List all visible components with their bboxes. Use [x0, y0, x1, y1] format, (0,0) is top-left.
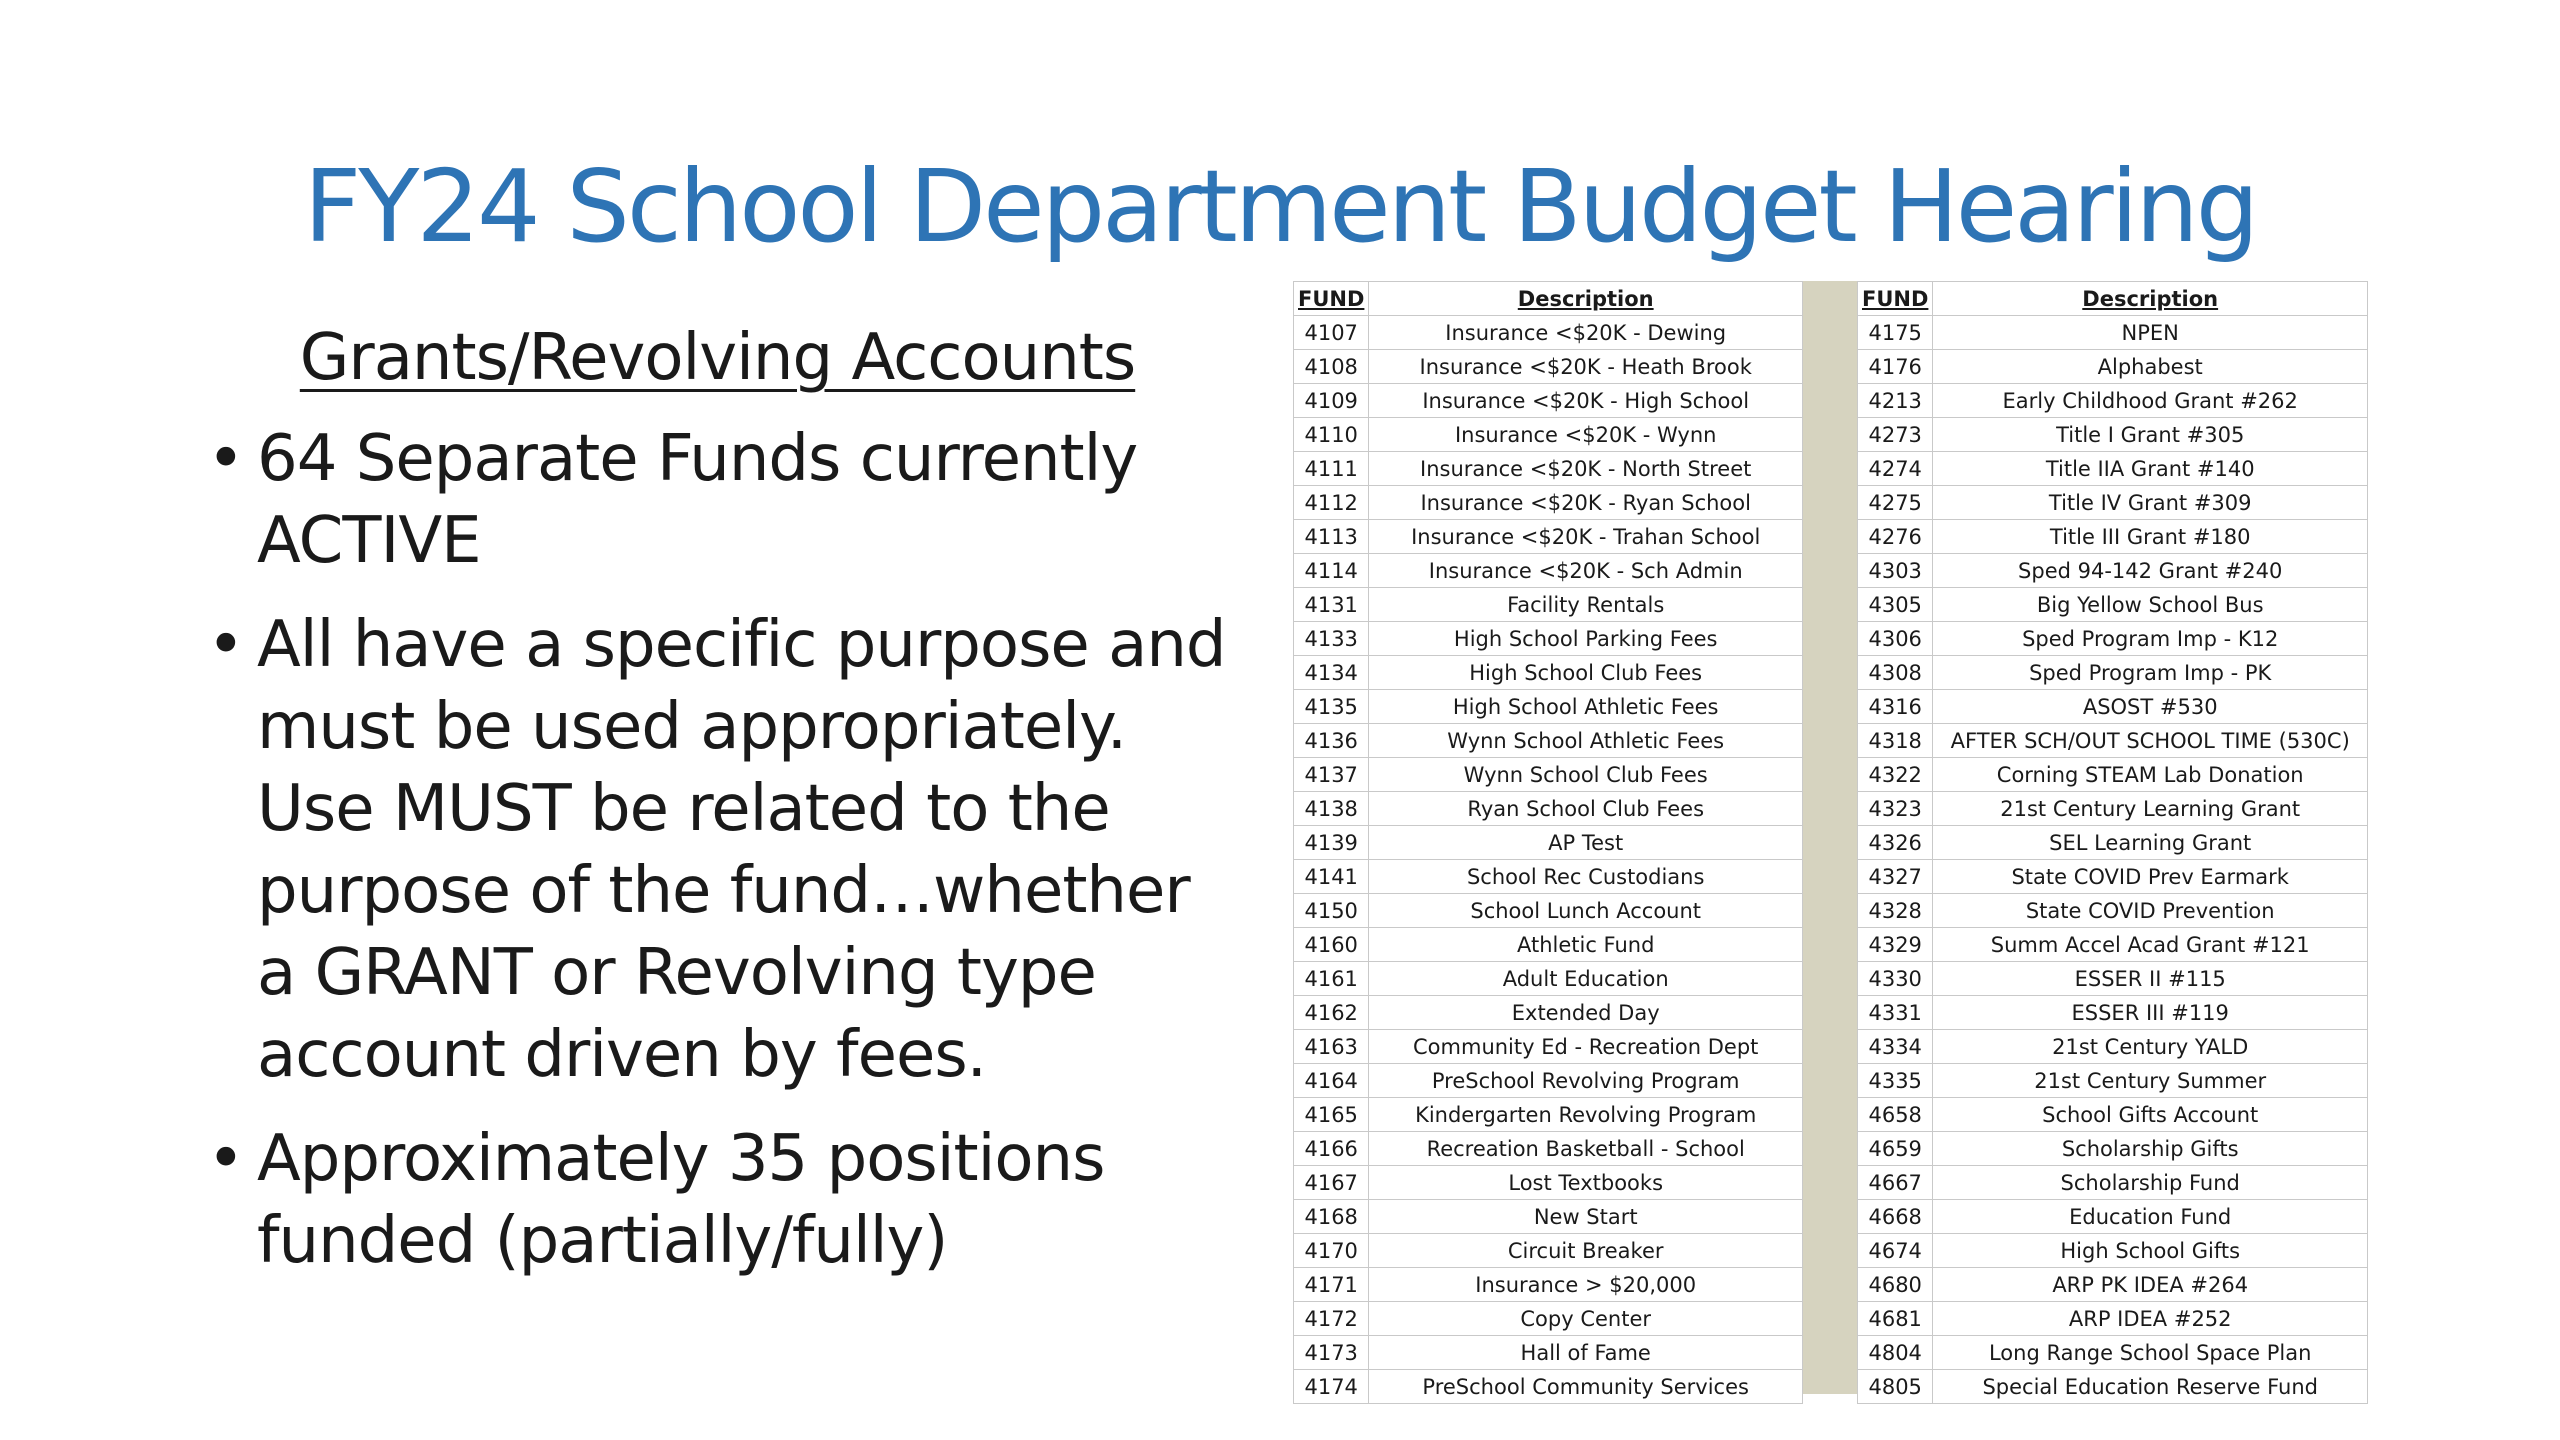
fund-description-cell: Title IIA Grant #140: [1933, 452, 2368, 486]
description-column-header: Description: [1369, 282, 1803, 316]
fund-number-cell: 4137: [1294, 758, 1369, 792]
bullet-dot-icon: •: [207, 422, 244, 496]
fund-number-cell: 4109: [1294, 384, 1369, 418]
fund-description-cell: PreSchool Community Services: [1369, 1370, 1803, 1404]
fund-description-cell: AFTER SCH/OUT SCHOOL TIME (530C): [1933, 724, 2368, 758]
fund-number-cell: 4166: [1294, 1132, 1369, 1166]
table-row: [1858, 826, 2368, 860]
fund-number-cell: 4150: [1294, 894, 1369, 928]
fund-number-cell: 4168: [1294, 1200, 1369, 1234]
fund-number-cell: 4306: [1858, 622, 1933, 656]
table-row: [1858, 1370, 2368, 1404]
fund-description-cell: Insurance <$20K - North Street: [1369, 452, 1803, 486]
table-row: [1858, 1132, 2368, 1166]
fund-description-cell: Sped 94-142 Grant #240: [1933, 554, 2368, 588]
fund-number-cell: 4274: [1858, 452, 1933, 486]
fund-description-cell: ESSER III #119: [1933, 996, 2368, 1030]
fund-number-cell: 4111: [1294, 452, 1369, 486]
fund-description-cell: Insurance <$20K - Heath Brook: [1369, 350, 1803, 384]
fund-description-cell: Ryan School Club Fees: [1369, 792, 1803, 826]
fund-description-cell: Title IV Grant #309: [1933, 486, 2368, 520]
table-row: [1858, 1098, 2368, 1132]
fund-number-cell: 4165: [1294, 1098, 1369, 1132]
table-row: [1294, 554, 1803, 588]
fund-number-cell: 4170: [1294, 1234, 1369, 1268]
fund-description-cell: Insurance <$20K - Trahan School: [1369, 520, 1803, 554]
fund-description-cell: High School Gifts: [1933, 1234, 2368, 1268]
fund-number-cell: 4322: [1858, 758, 1933, 792]
fund-description-cell: Wynn School Club Fees: [1369, 758, 1803, 792]
table-row: [1858, 1166, 2368, 1200]
fund-description-cell: Extended Day: [1369, 996, 1803, 1030]
table-row: [1294, 724, 1803, 758]
fund-number-cell: 4176: [1858, 350, 1933, 384]
table-row: [1294, 1302, 1803, 1336]
bullet-text: 64 Separate Funds currently ACTIVE: [257, 422, 1138, 578]
fund-column-header: FUND: [1294, 282, 1369, 316]
fund-description-cell: Circuit Breaker: [1369, 1234, 1803, 1268]
table-row: [1294, 860, 1803, 894]
fund-number-cell: 4131: [1294, 588, 1369, 622]
table-row: [1858, 588, 2368, 622]
fund-description-cell: School Rec Custodians: [1369, 860, 1803, 894]
fund-description-cell: NPEN: [1933, 316, 2368, 350]
bullet-item: [195, 604, 1240, 1096]
table-row: [1294, 588, 1803, 622]
description-column-header: Description: [1933, 282, 2368, 316]
table-row: [1294, 1370, 1803, 1404]
fund-number-cell: 4681: [1858, 1302, 1933, 1336]
fund-description-cell: Lost Textbooks: [1369, 1166, 1803, 1200]
table-row: [1294, 1098, 1803, 1132]
fund-table-left-body: [1294, 316, 1803, 1404]
fund-description-cell: Athletic Fund: [1369, 928, 1803, 962]
fund-number-cell: 4275: [1858, 486, 1933, 520]
fund-description-cell: Wynn School Athletic Fees: [1369, 724, 1803, 758]
fund-number-cell: 4305: [1858, 588, 1933, 622]
fund-description-cell: Corning STEAM Lab Donation: [1933, 758, 2368, 792]
table-row: [1294, 1336, 1803, 1370]
table-row: [1294, 384, 1803, 418]
fund-number-cell: 4160: [1294, 928, 1369, 962]
table-row: [1858, 758, 2368, 792]
table-row: [1294, 758, 1803, 792]
bullet-text: Approximately 35 positions funded (partially/fully): [257, 1122, 1105, 1278]
fund-description-cell: Early Childhood Grant #262: [1933, 384, 2368, 418]
fund-table-image: [1293, 281, 2368, 1399]
fund-description-cell: Education Fund: [1933, 1200, 2368, 1234]
fund-description-cell: Long Range School Space Plan: [1933, 1336, 2368, 1370]
fund-description-cell: State COVID Prevention: [1933, 894, 2368, 928]
fund-number-cell: 4804: [1858, 1336, 1933, 1370]
table-row: [1858, 1268, 2368, 1302]
fund-description-cell: Alphabest: [1933, 350, 2368, 384]
fund-description-cell: 21st Century YALD: [1933, 1030, 2368, 1064]
table-row: [1858, 554, 2368, 588]
bullet-dot-icon: •: [207, 1122, 244, 1196]
fund-description-cell: AP Test: [1369, 826, 1803, 860]
table-row: [1294, 1200, 1803, 1234]
fund-description-cell: Summ Accel Acad Grant #121: [1933, 928, 2368, 962]
table-row: [1858, 962, 2368, 996]
table-row: [1294, 452, 1803, 486]
fund-description-cell: Insurance <$20K - Dewing: [1369, 316, 1803, 350]
table-row: [1294, 928, 1803, 962]
table-row: [1858, 792, 2368, 826]
table-row: [1294, 486, 1803, 520]
fund-description-cell: 21st Century Summer: [1933, 1064, 2368, 1098]
fund-number-cell: 4171: [1294, 1268, 1369, 1302]
fund-number-cell: 4164: [1294, 1064, 1369, 1098]
table-row: [1858, 350, 2368, 384]
table-row: [1858, 486, 2368, 520]
fund-description-cell: School Lunch Account: [1369, 894, 1803, 928]
fund-number-cell: 4173: [1294, 1336, 1369, 1370]
bullet-text: All have a specific purpose and must be used appropriately. Use MUST be related to the purpose of the fund…whether a GRANT or Revolving type account driven by fees.: [257, 608, 1226, 1092]
fund-description-cell: Insurance <$20K - Wynn: [1369, 418, 1803, 452]
table-row: [1294, 350, 1803, 384]
fund-description-cell: Insurance <$20K - Sch Admin: [1369, 554, 1803, 588]
table-row: [1858, 384, 2368, 418]
table-row: [1294, 690, 1803, 724]
table-header-row: [1858, 282, 2368, 316]
fund-description-cell: Sped Program Imp - PK: [1933, 656, 2368, 690]
table-row: [1858, 1200, 2368, 1234]
bullet-dot-icon: •: [207, 608, 244, 682]
slide-title: FY24 School Department Budget Hearing: [303, 148, 2257, 265]
section-subtitle: Grants/Revolving Accounts: [299, 321, 1136, 395]
fund-number-cell: 4175: [1858, 316, 1933, 350]
table-row: [1858, 860, 2368, 894]
fund-description-cell: Insurance > $20,000: [1369, 1268, 1803, 1302]
table-row: [1294, 316, 1803, 350]
fund-description-cell: Hall of Fame: [1369, 1336, 1803, 1370]
fund-number-cell: 4334: [1858, 1030, 1933, 1064]
fund-number-cell: 4167: [1294, 1166, 1369, 1200]
fund-table-right: [1857, 281, 2368, 1404]
table-row: [1858, 996, 2368, 1030]
fund-description-cell: Special Education Reserve Fund: [1933, 1370, 2368, 1404]
table-row: [1294, 1234, 1803, 1268]
fund-description-cell: ARP IDEA #252: [1933, 1302, 2368, 1336]
table-row: [1294, 894, 1803, 928]
bullet-item: [195, 1118, 1240, 1282]
bullet-list: [195, 418, 1240, 1282]
fund-number-cell: 4163: [1294, 1030, 1369, 1064]
fund-description-cell: Scholarship Gifts: [1933, 1132, 2368, 1166]
table-row: [1858, 418, 2368, 452]
fund-description-cell: High School Club Fees: [1369, 656, 1803, 690]
fund-number-cell: 4172: [1294, 1302, 1369, 1336]
fund-description-cell: ESSER II #115: [1933, 962, 2368, 996]
fund-description-cell: Recreation Basketball - School: [1369, 1132, 1803, 1166]
table-row: [1294, 1166, 1803, 1200]
table-row: [1294, 622, 1803, 656]
fund-description-cell: 21st Century Learning Grant: [1933, 792, 2368, 826]
fund-description-cell: School Gifts Account: [1933, 1098, 2368, 1132]
fund-number-cell: 4323: [1858, 792, 1933, 826]
table-row: [1858, 1336, 2368, 1370]
table-row: [1858, 1302, 2368, 1336]
table-row: [1858, 894, 2368, 928]
fund-number-cell: 4174: [1294, 1370, 1369, 1404]
fund-number-cell: 4331: [1858, 996, 1933, 1030]
fund-description-cell: PreSchool Revolving Program: [1369, 1064, 1803, 1098]
fund-description-cell: SEL Learning Grant: [1933, 826, 2368, 860]
fund-number-cell: 4328: [1858, 894, 1933, 928]
fund-number-cell: 4659: [1858, 1132, 1933, 1166]
fund-number-cell: 4133: [1294, 622, 1369, 656]
fund-description-cell: High School Parking Fees: [1369, 622, 1803, 656]
fund-description-cell: Community Ed - Recreation Dept: [1369, 1030, 1803, 1064]
fund-number-cell: 4134: [1294, 656, 1369, 690]
fund-table-left: [1293, 281, 1803, 1404]
table-row: [1858, 1064, 2368, 1098]
fund-description-cell: Insurance <$20K - High School: [1369, 384, 1803, 418]
table-row: [1294, 1030, 1803, 1064]
fund-number-cell: 4680: [1858, 1268, 1933, 1302]
fund-number-cell: 4316: [1858, 690, 1933, 724]
fund-number-cell: 4667: [1858, 1166, 1933, 1200]
fund-description-cell: ARP PK IDEA #264: [1933, 1268, 2368, 1302]
table-header-row: [1294, 282, 1803, 316]
fund-number-cell: 4330: [1858, 962, 1933, 996]
fund-description-cell: Insurance <$20K - Ryan School: [1369, 486, 1803, 520]
table-row: [1294, 418, 1803, 452]
fund-number-cell: 4135: [1294, 690, 1369, 724]
table-row: [1294, 962, 1803, 996]
fund-description-cell: Big Yellow School Bus: [1933, 588, 2368, 622]
table-divider-band: [1803, 281, 1857, 1394]
fund-number-cell: 4108: [1294, 350, 1369, 384]
fund-number-cell: 4110: [1294, 418, 1369, 452]
fund-description-cell: Title III Grant #180: [1933, 520, 2368, 554]
fund-description-cell: Facility Rentals: [1369, 588, 1803, 622]
table-row: [1294, 1064, 1803, 1098]
fund-number-cell: 4326: [1858, 826, 1933, 860]
fund-description-cell: Kindergarten Revolving Program: [1369, 1098, 1803, 1132]
fund-number-cell: 4107: [1294, 316, 1369, 350]
left-column: [195, 318, 1240, 1304]
fund-number-cell: 4674: [1858, 1234, 1933, 1268]
table-row: [1858, 1234, 2368, 1268]
fund-number-cell: 4276: [1858, 520, 1933, 554]
fund-description-cell: New Start: [1369, 1200, 1803, 1234]
table-row: [1294, 520, 1803, 554]
fund-number-cell: 4329: [1858, 928, 1933, 962]
fund-number-cell: 4112: [1294, 486, 1369, 520]
fund-number-cell: 4308: [1858, 656, 1933, 690]
table-row: [1294, 1132, 1803, 1166]
fund-number-cell: 4805: [1858, 1370, 1933, 1404]
table-row: [1294, 826, 1803, 860]
fund-number-cell: 4138: [1294, 792, 1369, 826]
fund-number-cell: 4136: [1294, 724, 1369, 758]
bullet-item: [195, 418, 1240, 582]
fund-number-cell: 4273: [1858, 418, 1933, 452]
table-row: [1858, 622, 2368, 656]
fund-description-cell: Copy Center: [1369, 1302, 1803, 1336]
table-row: [1294, 792, 1803, 826]
fund-description-cell: Scholarship Fund: [1933, 1166, 2368, 1200]
table-row: [1858, 690, 2368, 724]
fund-number-cell: 4162: [1294, 996, 1369, 1030]
fund-description-cell: State COVID Prev Earmark: [1933, 860, 2368, 894]
fund-description-cell: Adult Education: [1369, 962, 1803, 996]
table-row: [1858, 724, 2368, 758]
fund-number-cell: 4114: [1294, 554, 1369, 588]
fund-number-cell: 4161: [1294, 962, 1369, 996]
table-row: [1858, 520, 2368, 554]
fund-number-cell: 4668: [1858, 1200, 1933, 1234]
fund-description-cell: Sped Program Imp - K12: [1933, 622, 2368, 656]
fund-number-cell: 4213: [1858, 384, 1933, 418]
table-row: [1294, 656, 1803, 690]
fund-table-right-body: [1858, 316, 2368, 1404]
table-row: [1858, 928, 2368, 962]
fund-description-cell: ASOST #530: [1933, 690, 2368, 724]
fund-number-cell: 4318: [1858, 724, 1933, 758]
fund-description-cell: High School Athletic Fees: [1369, 690, 1803, 724]
fund-number-cell: 4141: [1294, 860, 1369, 894]
table-row: [1858, 656, 2368, 690]
table-row: [1294, 1268, 1803, 1302]
table-row: [1294, 996, 1803, 1030]
fund-number-cell: 4335: [1858, 1064, 1933, 1098]
fund-number-cell: 4303: [1858, 554, 1933, 588]
fund-number-cell: 4658: [1858, 1098, 1933, 1132]
fund-number-cell: 4327: [1858, 860, 1933, 894]
fund-column-header: FUND: [1858, 282, 1933, 316]
fund-number-cell: 4139: [1294, 826, 1369, 860]
table-row: [1858, 1030, 2368, 1064]
fund-number-cell: 4113: [1294, 520, 1369, 554]
table-row: [1858, 452, 2368, 486]
table-row: [1858, 316, 2368, 350]
fund-description-cell: Title I Grant #305: [1933, 418, 2368, 452]
